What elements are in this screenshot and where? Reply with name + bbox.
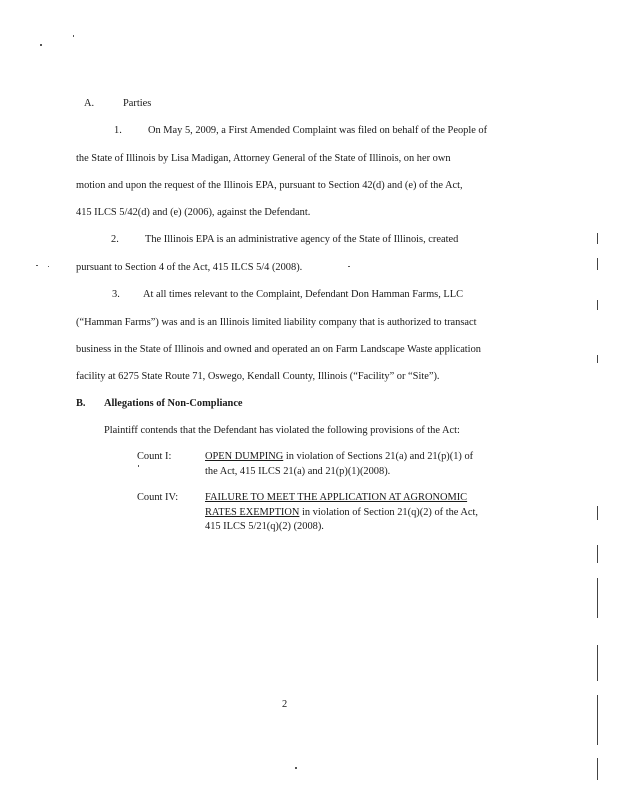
- scan-edge-mark: [597, 233, 598, 244]
- count-text: [205, 451, 473, 462]
- scan-speck: [295, 767, 297, 769]
- count-label: Count IV:: [137, 492, 179, 503]
- count-rest: in violation of Sections 21(a) and 21(p)(1) of: [283, 451, 474, 462]
- scan-edge-mark: [597, 506, 598, 520]
- page-number: 2: [282, 699, 288, 710]
- paragraph-line: the State of Illinois by Lisa Madigan, Attorney General of the State of Illinois, on her own: [76, 153, 451, 164]
- scan-speck: [48, 266, 49, 267]
- scan-edge-mark: [597, 645, 598, 681]
- scan-speck: [73, 35, 74, 37]
- count-title-continued: RATES EXEMPTION: [205, 507, 300, 518]
- count-line: the Act, 415 ILCS 21(a) and 21(p)(1)(2008).: [205, 466, 391, 477]
- paragraph-line: (“Hamman Farms”) was and is an Illinois limited liability company that is authorized to transact: [76, 317, 477, 328]
- paragraph-line: At all times relevant to the Complaint, Defendant Don Hamman Farms, LLC: [143, 289, 464, 300]
- scan-edge-mark: [597, 355, 598, 363]
- section-a-title: Parties: [123, 98, 152, 109]
- count-title: OPEN DUMPING: [205, 451, 284, 462]
- paragraph-line: business in the State of Illinois and owned and operated an on Farm Landscape Waste application: [76, 344, 481, 355]
- paragraph-line: On May 5, 2009, a First Amended Complaint was filed on behalf of the People of: [148, 125, 488, 136]
- scan-speck: [138, 465, 139, 467]
- paragraph-number: 1.: [114, 125, 122, 136]
- scan-speck: [36, 265, 38, 266]
- paragraph-line: 415 ILCS 5/42(d) and (e) (2006), against the Defendant.: [76, 207, 311, 218]
- scan-edge-mark: [597, 300, 598, 310]
- section-b-intro: Plaintiff contends that the Defendant has violated the following provisions of the Act:: [104, 425, 460, 436]
- scan-speck: [348, 266, 350, 267]
- section-a-letter: A.: [84, 98, 95, 109]
- paragraph-line: pursuant to Section 4 of the Act, 415 ILCS 5/4 (2008).: [76, 262, 303, 273]
- section-b-title: Allegations of Non-Compliance: [104, 398, 243, 409]
- scan-edge-mark: [597, 578, 598, 618]
- section-b-letter: B.: [76, 398, 86, 409]
- paragraph-number: 3.: [112, 289, 120, 300]
- count-line: 415 ILCS 5/21(q)(2) (2008).: [205, 521, 324, 532]
- count-rest: in violation of Section 21(q)(2) of the Act,: [299, 507, 479, 518]
- count-title: FAILURE TO MEET THE APPLICATION AT AGRONOMIC: [205, 492, 468, 503]
- scan-speck: [40, 44, 42, 46]
- count-text: [205, 507, 478, 518]
- scan-edge-mark: [597, 258, 598, 270]
- paragraph-line: motion and upon the request of the Illinois EPA, pursuant to Section 42(d) and (e) of the Act,: [76, 180, 463, 191]
- scan-edge-mark: [597, 545, 598, 563]
- count-label: Count I:: [137, 451, 172, 462]
- scan-edge-mark: [597, 758, 598, 780]
- paragraph-line: The Illinois EPA is an administrative agency of the State of Illinois, created: [145, 234, 459, 245]
- scan-edge-mark: [597, 695, 598, 745]
- paragraph-line: facility at 6275 State Route 71, Oswego, Kendall County, Illinois (“Facility” or “Site”).: [76, 371, 440, 382]
- paragraph-number: 2.: [111, 234, 119, 245]
